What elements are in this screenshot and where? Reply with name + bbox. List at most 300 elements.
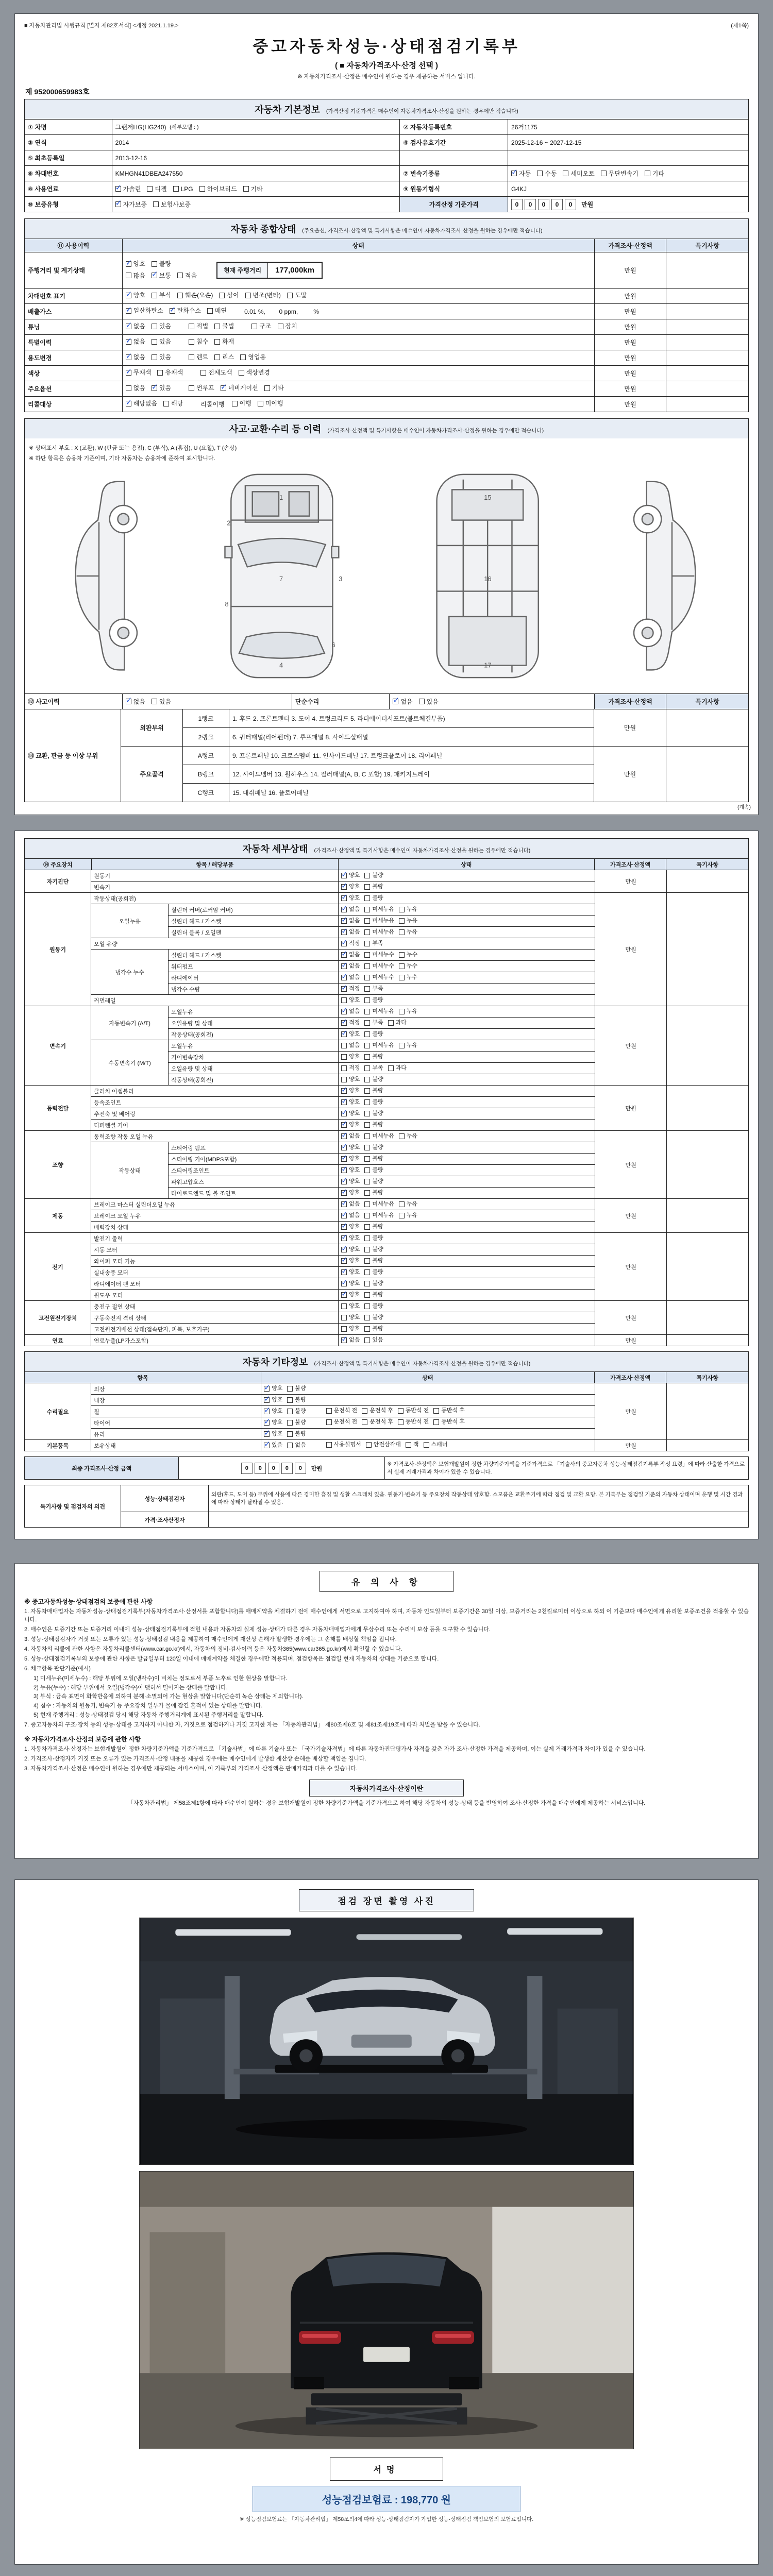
checkbox-적정[interactable]: [341, 1065, 360, 1071]
checkbox-누수[interactable]: [399, 952, 417, 958]
note-cell: [667, 1006, 749, 1086]
checkbox-있음[interactable]: [419, 699, 439, 705]
checkbox-불량[interactable]: [364, 1145, 383, 1150]
checkbox-불량[interactable]: [364, 1224, 383, 1230]
checkbox-양호[interactable]: [341, 1099, 360, 1105]
checkbox-불량[interactable]: [364, 1099, 383, 1105]
checkbox-없음[interactable]: [341, 1337, 360, 1343]
checkbox-있음[interactable]: [152, 323, 171, 329]
checkbox-가솔린[interactable]: [115, 186, 141, 192]
checkbox-없음[interactable]: [393, 699, 412, 705]
price-cell: 만원: [595, 1440, 667, 1451]
checkbox-보통[interactable]: [152, 273, 171, 279]
checkbox-양호[interactable]: [264, 1431, 282, 1437]
checkbox-불량[interactable]: [364, 1077, 383, 1082]
state-cell: [261, 1383, 595, 1395]
state-cell: [123, 289, 595, 304]
basic-info-note: (가격산정 기준가격은 매수인이 자동차가격조사·산정을 원하는 경우에만 적습니다): [326, 108, 518, 114]
checkbox-불량[interactable]: [364, 1167, 383, 1173]
checkbox-label: 세미오토: [570, 170, 595, 177]
checkbox-누유[interactable]: [399, 1043, 417, 1048]
checkbox-잭[interactable]: [406, 1442, 419, 1448]
checkbox-label: 운전석 전: [333, 1407, 358, 1414]
checkbox-box: [287, 1386, 293, 1392]
checkbox-미세누유[interactable]: [364, 929, 394, 935]
checkbox-없음[interactable]: [341, 963, 360, 969]
digit-box: 0: [241, 1463, 253, 1474]
checkbox-사용설명서[interactable]: [326, 1442, 361, 1448]
detail-row: [169, 961, 595, 972]
checkbox-이행[interactable]: [232, 400, 251, 406]
option-group: [126, 308, 233, 315]
checkbox-불량[interactable]: [364, 873, 383, 878]
checkbox-있음[interactable]: [152, 699, 171, 705]
checkbox-적법[interactable]: [189, 323, 208, 329]
checkbox-있음[interactable]: [264, 1443, 282, 1448]
checkbox-세미오토[interactable]: [563, 171, 594, 177]
checkbox-누유[interactable]: [399, 1009, 417, 1014]
checkbox-양호[interactable]: [341, 1281, 360, 1286]
checkbox-양호[interactable]: [341, 1303, 360, 1309]
checkbox-label: 없음: [349, 1201, 360, 1207]
checkbox-양호[interactable]: [341, 1326, 360, 1332]
etc-table-body: [25, 1383, 749, 1451]
checkbox-불량[interactable]: [287, 1386, 306, 1392]
checkbox-유채색[interactable]: [157, 369, 183, 376]
checkbox-동반석 전[interactable]: [398, 1408, 429, 1414]
checkbox-box: [364, 1190, 370, 1196]
accident-diagram-box: [24, 438, 749, 694]
checkbox-과다[interactable]: [388, 1065, 407, 1071]
checkbox-적정[interactable]: [341, 941, 360, 946]
checkbox-box: [219, 293, 225, 298]
checkbox-탄화수소[interactable]: [170, 308, 201, 314]
checkbox-있음[interactable]: [152, 354, 171, 360]
checkbox-적정[interactable]: [341, 986, 360, 992]
item-name: 보유상태: [91, 1440, 261, 1451]
checkbox-없음[interactable]: [126, 354, 145, 360]
checkbox-label: 없음: [349, 918, 360, 924]
checkbox-불량[interactable]: [364, 1054, 383, 1060]
checkbox-양호[interactable]: [341, 1077, 360, 1082]
checkbox-상이[interactable]: [219, 292, 239, 298]
checkbox-부족[interactable]: [364, 986, 383, 992]
checkbox-양호[interactable]: [341, 1122, 360, 1128]
regno-label: ② 자동차등록번호: [400, 120, 508, 135]
checkbox-누유[interactable]: [399, 929, 417, 935]
checkbox-누수[interactable]: [399, 963, 417, 969]
checkbox-양호[interactable]: [126, 261, 145, 267]
note-cell: [666, 304, 749, 319]
checkbox-양호[interactable]: [341, 1292, 360, 1298]
accident-history-table: [24, 694, 749, 802]
note-cell: [666, 289, 749, 304]
etc-title: 자동차 기타정보: [242, 1357, 308, 1367]
option-group: [200, 369, 276, 377]
checkbox-동반석 후[interactable]: [433, 1408, 465, 1414]
state-cell: [339, 984, 595, 995]
checkbox-하이브리드[interactable]: [199, 186, 237, 192]
checkbox-양호[interactable]: [341, 873, 360, 878]
outer-panel-label: 외판부위: [121, 709, 183, 747]
checkbox-과다[interactable]: [388, 1020, 407, 1026]
checkbox-양호[interactable]: [341, 997, 360, 1003]
checkbox-누유[interactable]: [399, 1133, 417, 1139]
checkbox-양호[interactable]: [264, 1397, 282, 1403]
checkbox-양호[interactable]: [126, 292, 145, 298]
state-cell: [339, 1063, 595, 1074]
checkbox-양호[interactable]: [264, 1420, 282, 1426]
engine-type-label: ⑨ 원동기형식: [400, 181, 508, 197]
checkbox-없음[interactable]: [126, 323, 145, 329]
checkbox-양호[interactable]: [341, 1315, 360, 1320]
checkbox-label: 네비게이션: [228, 384, 258, 392]
subgroup-rows: [169, 1142, 595, 1199]
checkbox-양호[interactable]: [341, 895, 360, 901]
checkbox-운전석 후[interactable]: [362, 1408, 393, 1414]
device-group: [25, 1383, 749, 1440]
checkbox-불량[interactable]: [152, 261, 171, 267]
digit-box: 0: [268, 1463, 279, 1474]
checkbox-label: 일산화탄소: [133, 307, 163, 315]
checkbox-양호[interactable]: [341, 1054, 360, 1060]
checkbox-양호[interactable]: [341, 1269, 360, 1275]
checkbox-부족[interactable]: [364, 1020, 383, 1026]
checkbox-label: 불량: [159, 260, 171, 267]
checkbox-네비게이션[interactable]: [221, 385, 258, 391]
checkbox-운전석 전[interactable]: [326, 1419, 358, 1425]
checkbox-양호[interactable]: [264, 1386, 282, 1392]
option-group: [126, 369, 190, 377]
checkbox-무채색[interactable]: [126, 369, 152, 376]
checkbox-보험사보증[interactable]: [153, 201, 191, 208]
detail-row: [169, 1154, 595, 1165]
submodel: (세부모델 : ): [170, 124, 199, 130]
checkbox-기타[interactable]: [243, 186, 263, 192]
subgroup: [91, 1142, 595, 1199]
checkbox-불법[interactable]: [214, 323, 234, 329]
price-cell: 만원: [595, 1335, 667, 1346]
detail-row: [91, 1256, 595, 1267]
checkbox-불량[interactable]: [364, 1315, 383, 1320]
subgroup: [91, 950, 595, 995]
checkbox-누유[interactable]: [399, 918, 417, 924]
checkbox-운전석 후[interactable]: [362, 1419, 393, 1425]
checkbox-동반석 전[interactable]: [398, 1419, 429, 1425]
checkbox-불량[interactable]: [364, 895, 383, 901]
checkbox-불량[interactable]: [364, 1190, 383, 1196]
checkbox-침수[interactable]: [189, 338, 208, 345]
checkbox-box: [364, 1224, 370, 1230]
checkbox-미이행[interactable]: [258, 400, 283, 406]
checkbox-전체도색[interactable]: [200, 369, 232, 376]
checkbox-label: 불량: [295, 1431, 306, 1437]
subgroup: [91, 1006, 595, 1040]
checkbox-도말[interactable]: [287, 292, 307, 298]
current-mileage-label: 현재 주행거리: [217, 263, 268, 278]
accident-title: 사고·교환·수리 등 이력: [229, 424, 322, 434]
device-name: 원동기: [25, 893, 91, 1006]
document-number: 제 952000659983호: [25, 88, 90, 96]
inspector-opinion: 외판(후드, 도어 등) 부위에 사용에 따른 경미한 흠집 및 생활 스크래치 있음. 원동기·변속기 등 주요장치 작동상태 양호함. 소모품은 교환주기에 따라 점검 및 교환 요망. 본 기록부는 점검일 기준의 자동차 상태이며 운행 및 시간 경과에 따라 상태가 달라질 수 있음.: [209, 1485, 749, 1512]
checkbox-불량[interactable]: [364, 1088, 383, 1094]
state-code-legend: ※ 상태표시 부호 : X (교환), W (판금 또는 용접), C (부식), A (흠집), U (요철), T (손상): [29, 445, 237, 451]
checkbox-구조[interactable]: [251, 323, 271, 329]
checkbox-label: 불량: [372, 1292, 383, 1298]
checkbox-양호[interactable]: [341, 1179, 360, 1184]
checkbox-양호[interactable]: [264, 1409, 282, 1414]
checkbox-누유[interactable]: [399, 907, 417, 912]
regno-value: 26거1175: [508, 120, 749, 135]
checkbox-스패너[interactable]: [424, 1442, 448, 1448]
checkbox-box: [399, 1133, 405, 1139]
checkbox-label: 미세누유: [372, 929, 394, 935]
checkbox-box: [364, 1167, 370, 1173]
checkbox-label: 누유: [406, 1201, 418, 1207]
price-appraisal-definition: 「자동차관리법」 제58조제1항에 따라 매수인이 원하는 경우 보험개발원이 정한 차량기준가액을 기준가격으로 하여 해당 자동차의 성능·상태 등을 반영하여 조사·산정한 가격을 매수인에게 제공하는 서비스입니다.: [127, 1800, 646, 1806]
checkbox-미세누유[interactable]: [364, 1133, 394, 1139]
checkbox-label: 없음: [349, 963, 360, 969]
checkbox-불량[interactable]: [364, 1292, 383, 1298]
checkbox-label: 양호: [349, 1054, 360, 1060]
checkbox-없음[interactable]: [341, 952, 360, 958]
checkbox-안전삼각대[interactable]: [366, 1442, 401, 1448]
checkbox-양호[interactable]: [341, 1235, 360, 1241]
checkbox-불량[interactable]: [364, 1122, 383, 1128]
detail-row: [91, 1312, 595, 1324]
checkbox-불량[interactable]: [287, 1420, 306, 1426]
checkbox-있음[interactable]: [152, 385, 171, 391]
checkbox-미세누유[interactable]: [364, 907, 394, 912]
checkbox-없음[interactable]: [341, 975, 360, 980]
checkbox-양호[interactable]: [341, 1088, 360, 1094]
checkbox-label: 양호: [349, 1235, 360, 1241]
checkbox-label: 구조: [259, 323, 272, 330]
checkbox-미세누수[interactable]: [364, 952, 394, 958]
overall-row: [25, 319, 749, 335]
checkbox-양호[interactable]: [341, 1190, 360, 1196]
checkbox-없음[interactable]: [341, 907, 360, 912]
checkbox-box: [341, 1020, 347, 1026]
detail-row: [91, 938, 595, 950]
checkbox-LPG[interactable]: [173, 186, 193, 192]
checkbox-있음[interactable]: [364, 1337, 383, 1343]
checkbox-box: [364, 952, 370, 958]
checkbox-렌트[interactable]: [189, 354, 208, 360]
checkbox-불량[interactable]: [364, 1031, 383, 1037]
col-price: 가격조사·산정액: [595, 239, 667, 252]
notice-item: 5. 성능·상태점검기록부의 보증에 관한 사항은 발급일부터 120일 이내에 매매계약을 체결한 경우에만 적용되며, 점검항목은 점검일 현재 자동차의 상태를 기준으로 합니다.: [24, 1655, 439, 1662]
svg-text:16: 16: [484, 574, 492, 583]
state-cell: [261, 1440, 595, 1451]
checkbox-box: [399, 975, 405, 980]
checkbox-label: 양호: [349, 1326, 360, 1332]
checkbox-누유[interactable]: [399, 1213, 417, 1218]
checkbox-색상변경[interactable]: [239, 369, 270, 376]
checkbox-누유[interactable]: [399, 1201, 417, 1207]
checkbox-label: 가솔린: [123, 185, 141, 193]
checkbox-동반석 후[interactable]: [433, 1419, 465, 1425]
rank-row: [183, 765, 594, 784]
checkbox-불량[interactable]: [364, 1269, 383, 1275]
firstreg-value: 2013-12-16: [112, 150, 400, 166]
checkbox-label: 자가보증: [123, 200, 147, 208]
checkbox-box: [287, 1431, 293, 1437]
checkbox-많음[interactable]: [126, 273, 145, 279]
checkbox-box: [264, 1409, 270, 1414]
checkbox-무단변속기[interactable]: [601, 171, 638, 177]
item-name: 브레이크 마스터 실린더오일 누유: [91, 1199, 339, 1210]
checkbox-양호[interactable]: [341, 1145, 360, 1150]
checkbox-불량[interactable]: [364, 1247, 383, 1252]
checkbox-자동[interactable]: [511, 171, 531, 177]
checkbox-불량[interactable]: [364, 1281, 383, 1286]
device-rows: [91, 1086, 595, 1131]
overall-row: [25, 350, 749, 366]
checkbox-label: 양호: [349, 884, 360, 890]
checkbox-불량[interactable]: [287, 1397, 306, 1403]
checkbox-없음[interactable]: [126, 699, 145, 705]
checkbox-일산화탄소[interactable]: [126, 308, 163, 314]
checkbox-box: [126, 385, 131, 391]
checkbox-미세누유[interactable]: [364, 1213, 394, 1218]
checkbox-불량[interactable]: [364, 1156, 383, 1162]
checkbox-label: 상이: [227, 292, 239, 299]
year-value: 2014: [112, 135, 400, 150]
checkbox-box: [364, 1043, 370, 1048]
checkbox-없음[interactable]: [341, 918, 360, 924]
checkbox-box: [341, 1269, 347, 1275]
checkbox-box: [341, 1122, 347, 1128]
checkbox-양호[interactable]: [341, 1258, 360, 1264]
checkbox-해당없음[interactable]: [126, 400, 157, 406]
detail-row: [91, 1440, 595, 1451]
checkbox-없음[interactable]: [126, 338, 145, 345]
checkbox-없음[interactable]: [341, 1133, 360, 1139]
checkbox-label: 없음: [349, 1212, 360, 1218]
checkbox-양호[interactable]: [341, 884, 360, 890]
subgroup-name: 자동변속기 (A/T): [91, 1006, 169, 1040]
checkbox-있음[interactable]: [152, 338, 171, 345]
checkbox-운전석 전[interactable]: [326, 1408, 358, 1414]
checkbox-부식[interactable]: [152, 292, 171, 298]
checkbox-불량[interactable]: [364, 1111, 383, 1116]
checkbox-없음[interactable]: [126, 385, 145, 391]
checkbox-불량[interactable]: [364, 1179, 383, 1184]
checkbox-미세누수[interactable]: [364, 963, 394, 969]
checkbox-불량[interactable]: [364, 1235, 383, 1241]
state-cell: [339, 950, 595, 961]
checkbox-썬루프[interactable]: [189, 385, 214, 391]
checkbox-화재[interactable]: [214, 338, 234, 345]
state-cell: [123, 366, 595, 381]
checkbox-미세누유[interactable]: [364, 1043, 394, 1048]
checkbox-미세누유[interactable]: [364, 1009, 394, 1014]
checkbox-양호[interactable]: [341, 1156, 360, 1162]
accident-note: (가격조사·산정액 및 특기사항은 매수인이 자동차가격조사·산정을 원하는 경우에만 적습니다): [327, 428, 544, 434]
checkbox-양호[interactable]: [341, 1224, 360, 1230]
checkbox-자가보증[interactable]: [115, 201, 147, 208]
checkbox-부족[interactable]: [364, 941, 383, 946]
checkbox-없음[interactable]: [287, 1443, 306, 1448]
checkbox-변조(변타)[interactable]: [245, 292, 281, 298]
checkbox-매연[interactable]: [207, 308, 227, 314]
checkbox-수동[interactable]: [537, 171, 557, 177]
state-cell: [339, 961, 595, 972]
checkbox-훼손(오손)[interactable]: [177, 292, 213, 298]
item-name: 구동축전지 격리 상태: [91, 1312, 339, 1324]
checkbox-양호[interactable]: [341, 1111, 360, 1116]
checkbox-없음[interactable]: [341, 1213, 360, 1218]
checkbox-label: 미세누유: [372, 1201, 394, 1207]
document-title: 중고자동차성능·상태점검기록부: [253, 38, 520, 56]
checkbox-box: [341, 929, 347, 935]
checkbox-box: [232, 401, 238, 406]
checkbox-미세누유[interactable]: [364, 918, 394, 924]
checkbox-장치[interactable]: [278, 323, 297, 329]
overall-header: [24, 218, 749, 239]
state-cell: [261, 1406, 595, 1417]
checkbox-미세누수[interactable]: [364, 975, 394, 980]
checkbox-없음[interactable]: [341, 1009, 360, 1014]
svg-text:6: 6: [331, 641, 335, 649]
checkbox-적음[interactable]: [177, 273, 197, 279]
checkbox-box: [364, 929, 370, 935]
checkbox-해당[interactable]: [163, 400, 183, 406]
table-row: [25, 166, 749, 181]
mileage-row: [25, 252, 749, 289]
detail-row: [169, 1040, 595, 1052]
checkbox-label: 매연: [214, 307, 227, 315]
checkbox-box: [399, 929, 405, 935]
checkbox-양호[interactable]: [341, 1247, 360, 1252]
checkbox-불량[interactable]: [287, 1409, 306, 1414]
checkbox-label: 적정: [349, 1065, 360, 1071]
checkbox-없음[interactable]: [341, 1201, 360, 1207]
checkbox-label: 무채색: [133, 369, 152, 377]
state-cell: [339, 1233, 595, 1244]
checkbox-없음[interactable]: [341, 929, 360, 935]
checkbox-디젤[interactable]: [147, 186, 166, 192]
checkbox-불량[interactable]: [364, 1303, 383, 1309]
checkbox-불량[interactable]: [287, 1431, 306, 1437]
note-cell: [666, 252, 749, 289]
checkbox-부족[interactable]: [364, 1065, 383, 1071]
option-group: [189, 385, 290, 393]
checkbox-기타[interactable]: [645, 171, 664, 177]
checkbox-불량[interactable]: [364, 884, 383, 890]
checkbox-불량[interactable]: [364, 1258, 383, 1264]
checkbox-영업용[interactable]: [240, 354, 266, 360]
checkbox-box: [207, 308, 213, 314]
checkbox-기타[interactable]: [264, 385, 284, 391]
checkbox-box: [364, 1099, 370, 1105]
checkbox-불량[interactable]: [364, 997, 383, 1003]
checkbox-미세누유[interactable]: [364, 1201, 394, 1207]
checkbox-양호[interactable]: [341, 1031, 360, 1037]
checkbox-불량[interactable]: [364, 1326, 383, 1332]
checkbox-양호[interactable]: [341, 1167, 360, 1173]
checkbox-누수[interactable]: [399, 975, 417, 980]
checkbox-label: 있음: [426, 698, 439, 705]
checkbox-box: [419, 699, 425, 704]
checkbox-적정[interactable]: [341, 1020, 360, 1026]
checkbox-label: 스패너: [431, 1441, 448, 1448]
checkbox-리스[interactable]: [214, 354, 234, 360]
checkbox-없음[interactable]: [341, 1043, 360, 1048]
checkbox-box: [258, 401, 263, 406]
svg-text:2: 2: [227, 519, 231, 527]
